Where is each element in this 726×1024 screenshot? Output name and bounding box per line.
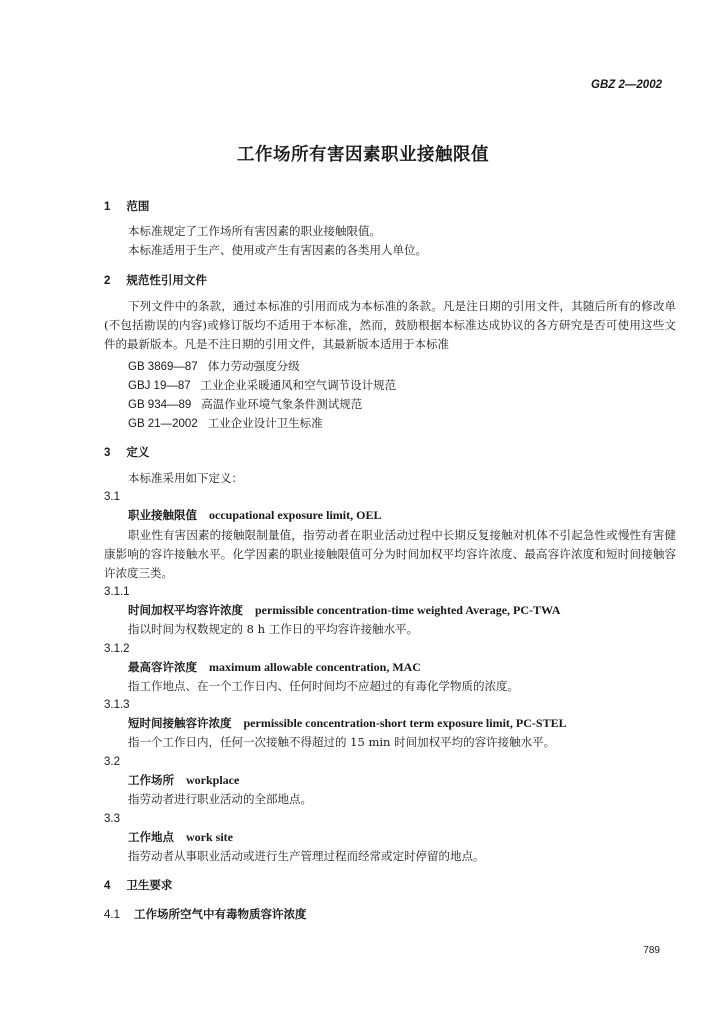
- section-number: 4: [104, 880, 111, 892]
- term-definition: 指以时间为权数规定的 8 h 工作日的平均容许接触水平。: [128, 622, 419, 636]
- reference-item: [128, 377, 396, 394]
- term-chinese: 职业接触限值: [128, 508, 197, 522]
- term-line: [128, 659, 421, 675]
- term-definition: 指劳动者从事职业活动或进行生产管理过程而经常或定时停留的地点。: [128, 849, 485, 863]
- clause-number: 3.1.1: [104, 586, 130, 598]
- standard-code: GBZ 2—2002: [591, 79, 662, 91]
- section-title: 卫生要求: [126, 878, 173, 892]
- definitions-intro: 本标准采用如下定义：: [128, 471, 243, 485]
- page-number: 789: [643, 945, 660, 956]
- section-number: 2: [104, 275, 111, 287]
- reference-title: 体力劳动强度分级: [207, 359, 300, 373]
- term-english: workplace: [186, 773, 240, 787]
- reference-item: [128, 415, 323, 432]
- term-line: [128, 602, 560, 618]
- term-chinese: 最高容许浓度: [128, 660, 197, 674]
- term-english: maximum allowable concentration, MAC: [209, 660, 421, 674]
- subsection-4-1-heading: [104, 906, 307, 923]
- term-definition: 指劳动者进行职业活动的全部地点。: [128, 792, 312, 806]
- normative-references-paragraph: 下列文件中的条款，通过本标准的引用而成为本标准的条款。凡是注日期的引用文件，其随后所有的修改单(不包括勘误的内容)或修订版均不适用于本标准，然而，鼓励根据本标准达成协议的各方研究是否可使用这些文件的最新版本。凡是不注日期的引用文件，其最新版本适用于本标准: [104, 299, 676, 351]
- reference-title: 工业企业设计卫生标准: [207, 416, 323, 430]
- clause-number: 3.1: [104, 491, 120, 503]
- term-line: [128, 715, 567, 731]
- clause-number: 3.2: [104, 756, 120, 768]
- section-title: 规范性引用文件: [126, 273, 207, 287]
- clause-number: 3.1.2: [104, 643, 130, 655]
- term-line: [128, 829, 233, 845]
- scope-line-1: 本标准规定了工作场所有害因素的职业接触限值。: [128, 224, 381, 238]
- term-english: permissible concentration-time weighted Average, PC-TWA: [255, 603, 561, 617]
- term-english: permissible concentration-short term exposure limit, PC-STEL: [243, 716, 567, 730]
- term-english: work site: [186, 830, 233, 844]
- term-chinese: 短时间接触容许浓度: [128, 716, 232, 730]
- section-title: 定义: [126, 445, 150, 459]
- clause-number: 3.1.3: [104, 699, 130, 711]
- term-definition: 指一个工作日内，任何一次接触不得超过的 15 min 时间加权平均的容许接触水平。: [128, 735, 556, 749]
- term-definition: 职业性有害因素的接触限制量值，指劳动者在职业活动过程中长期反复接触对机体不引起急性或慢性有害健康影响的容许接触水平。化学因素的职业接触限值可分为时间加权平均容许浓度、最高容许浓度和短时间接触容许浓度三类。: [104, 528, 676, 580]
- reference-title: 高温作业环境气象条件测试规范: [201, 397, 363, 411]
- reference-code: GBJ 19—87: [128, 380, 191, 392]
- reference-code: GB 934—89: [128, 399, 192, 411]
- page-title: 工作场所有害因素职业接触限值: [237, 145, 489, 165]
- section-4-heading: [104, 877, 172, 894]
- scope-line-2: 本标准适用于生产、使用或产生有害因素的各类用人单位。: [128, 243, 427, 257]
- term-english: occupational exposure limit, OEL: [209, 508, 382, 522]
- section-2-heading: [104, 272, 207, 289]
- section-1-heading: [104, 198, 149, 215]
- section-title: 工作场所空气中有毒物质容许浓度: [134, 907, 307, 921]
- section-number: 1: [104, 201, 111, 213]
- reference-item: [128, 396, 362, 413]
- reference-code: GB 21—2002: [128, 418, 198, 430]
- clause-number: 3.3: [104, 813, 120, 825]
- term-line: [128, 507, 381, 523]
- reference-code: GB 3869—87: [128, 361, 198, 373]
- term-definition: 指工作地点、在一个工作日内、任何时间均不应超过的有毒化学物质的浓度。: [128, 679, 519, 693]
- section-title: 范围: [126, 199, 150, 213]
- term-chinese: 时间加权平均容许浓度: [128, 603, 243, 617]
- term-chinese: 工作地点: [128, 830, 174, 844]
- reference-title: 工业企业采暖通风和空气调节设计规范: [200, 378, 397, 392]
- section-number: 3: [104, 447, 111, 459]
- reference-item: [128, 358, 300, 375]
- section-3-heading: [104, 444, 149, 461]
- term-line: [128, 772, 239, 788]
- section-number: 4.1: [104, 909, 120, 921]
- term-chinese: 工作场所: [128, 773, 174, 787]
